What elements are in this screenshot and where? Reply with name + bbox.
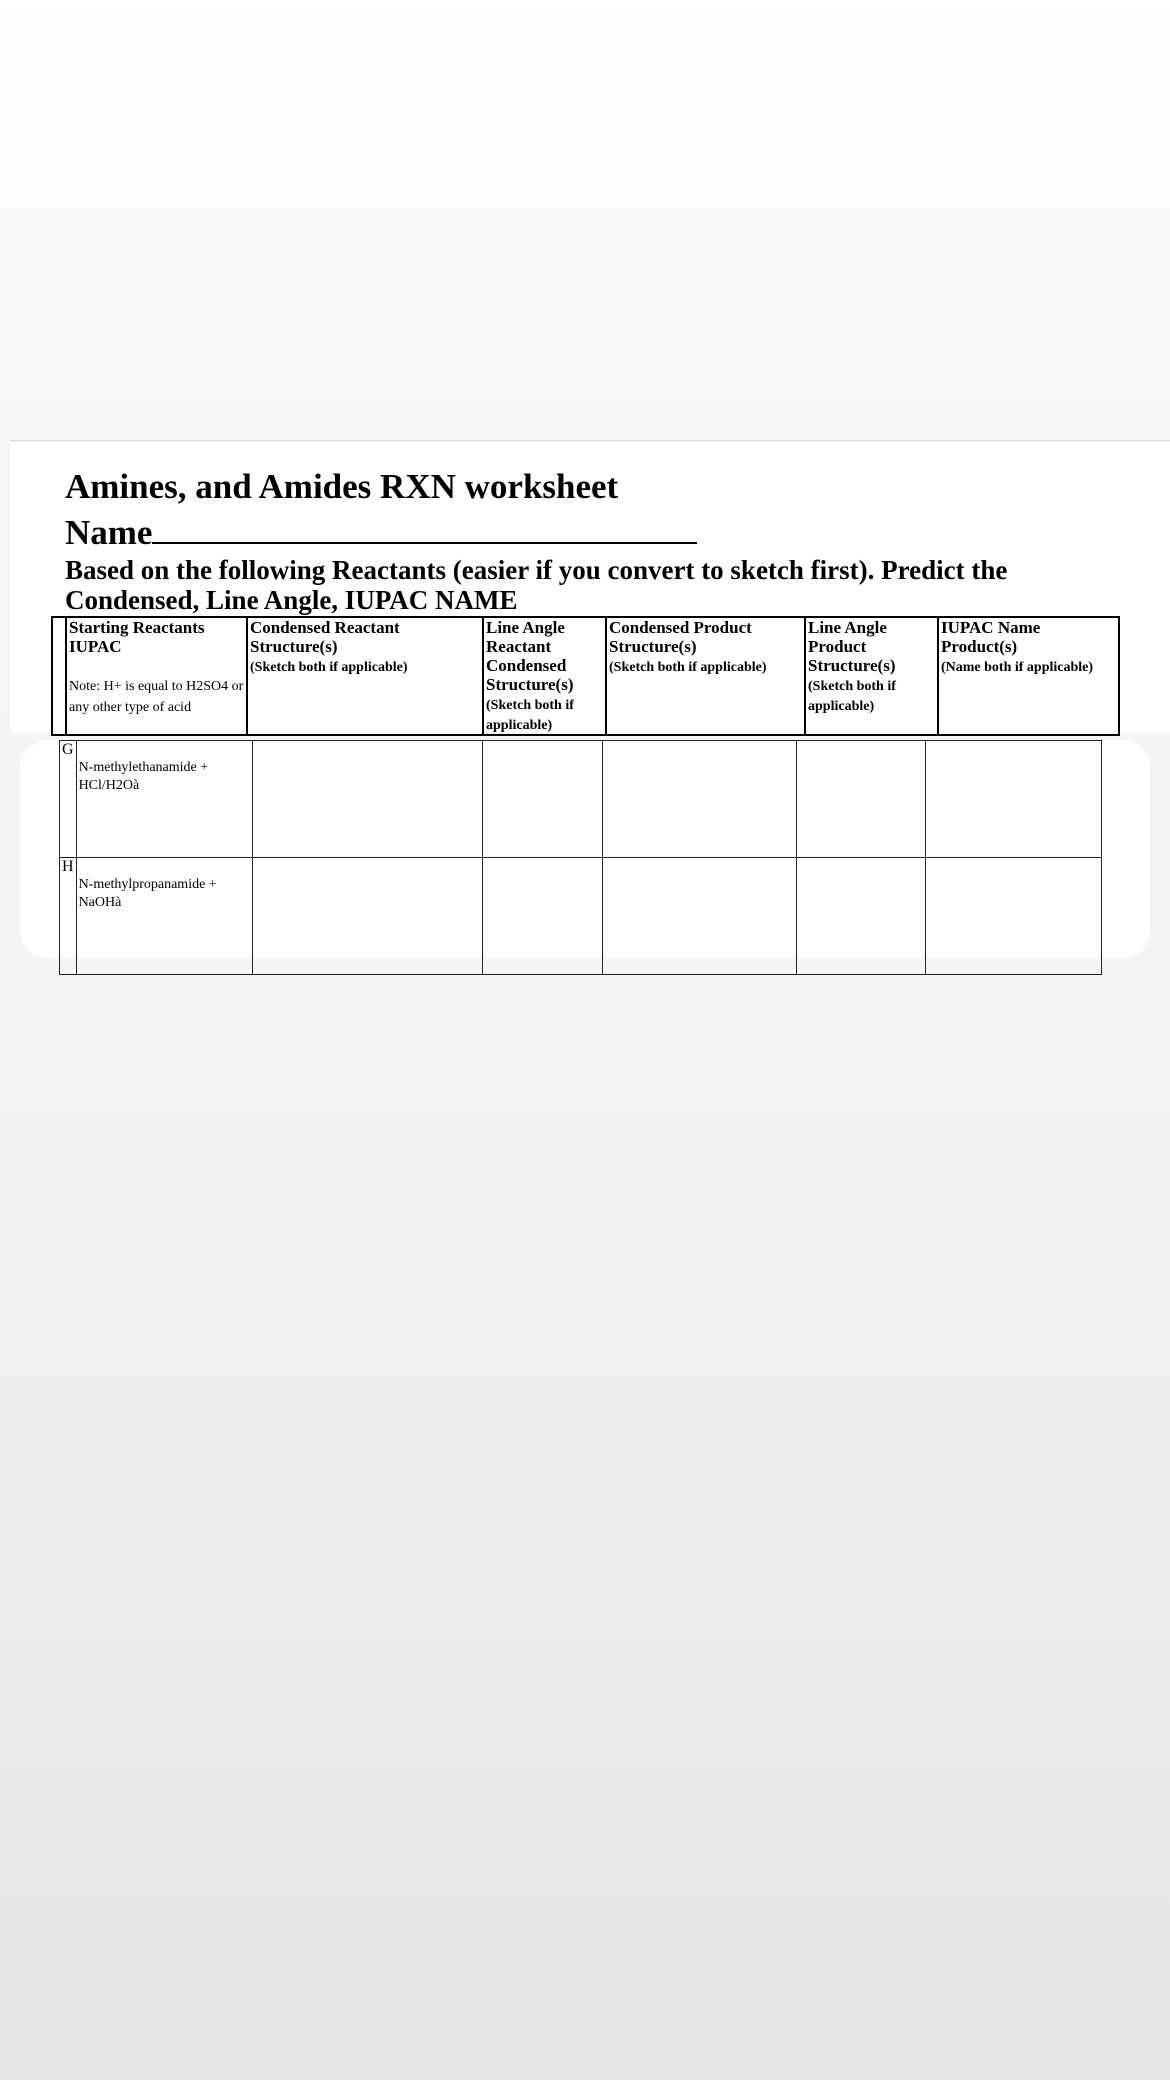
header-title: Line Angle Reactant Condensed Structure(s): [486, 618, 574, 694]
instructions-text: Based on the following Reactants (easier if you convert to sketch first). Predict the Condensed, Line Angle, IUPAC NAME: [65, 555, 1008, 615]
reactant-name: N-methylethanamide +: [78, 760, 209, 775]
header-iupac-product: [938, 617, 1119, 735]
name-label: Name: [65, 513, 153, 552]
reagent-text: HCl/H2Oà: [78, 778, 140, 793]
header-title: Starting Reactants IUPAC: [69, 618, 205, 656]
name-line: [65, 511, 697, 550]
reaction-rows-table: [59, 740, 1102, 975]
table-rows-card: [20, 740, 1150, 958]
header-subtitle: (Sketch both if applicable): [609, 660, 767, 675]
row-label-header: [52, 617, 66, 735]
worksheet-title: Amines, and Amides RXN worksheet: [65, 467, 619, 506]
header-condensed-product: [606, 617, 805, 735]
header-subtitle: (Sketch both if applicable): [486, 698, 574, 733]
header-title: IUPAC Name Product(s): [941, 618, 1041, 656]
table-row: [60, 741, 1102, 858]
answer-cell-condensed-product[interactable]: [602, 858, 796, 975]
answer-cell-iupac-product[interactable]: [925, 858, 1101, 975]
answer-cell-condensed-product[interactable]: [602, 741, 796, 858]
reagent-text: NaOHà: [78, 895, 122, 910]
reactant-name: N-methylpropanamide +: [78, 877, 217, 892]
header-title: Condensed Reactant Structure(s): [250, 618, 400, 656]
name-blank: [152, 511, 697, 544]
header-subtitle: (Sketch both if applicable): [808, 679, 896, 714]
header-title: Line Angle Product Structure(s): [808, 618, 896, 675]
header-table: [51, 616, 1120, 736]
table-row: [60, 858, 1102, 975]
answer-cell-line-angle-product[interactable]: [796, 858, 925, 975]
reactant-cell: [76, 858, 252, 975]
header-title: Condensed Product Structure(s): [609, 618, 752, 656]
worksheet-header-section: [10, 440, 1170, 733]
header-starting-reactants: [66, 617, 247, 735]
row-letter: H: [60, 858, 77, 975]
header-line-angle-reactant: [483, 617, 606, 735]
header-line-angle-product: [805, 617, 938, 735]
header-condensed-reactant: [247, 617, 483, 735]
answer-cell-condensed-reactant[interactable]: [252, 858, 482, 975]
answer-cell-line-angle-reactant[interactable]: [482, 858, 602, 975]
answer-cell-condensed-reactant[interactable]: [252, 741, 482, 858]
acid-note: Note: H+ is equal to H2SO4 or any other type of acid: [69, 679, 244, 715]
reactant-cell: [76, 741, 252, 858]
answer-cell-line-angle-reactant[interactable]: [482, 741, 602, 858]
answer-cell-iupac-product[interactable]: [925, 741, 1101, 858]
answer-cell-line-angle-product[interactable]: [796, 741, 925, 858]
header-subtitle: (Sketch both if applicable): [250, 660, 408, 675]
row-letter: G: [60, 741, 77, 858]
header-subtitle: (Name both if applicable): [941, 660, 1094, 675]
